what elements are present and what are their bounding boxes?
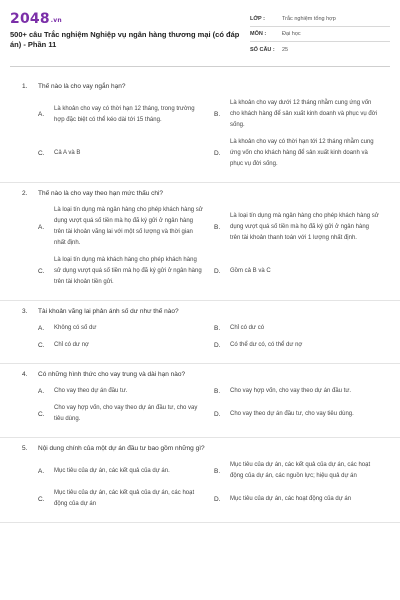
question-item — [0, 76, 400, 183]
option-text: Là khoản cho vay có thời hạn 12 tháng, trong trường hợp đặc biệt có thể kéo dài tới 15 tháng. — [54, 105, 195, 123]
option-letter: C. — [38, 495, 45, 503]
answer-options — [0, 460, 400, 516]
answer-option[interactable] — [38, 340, 214, 351]
answer-option[interactable] — [214, 386, 390, 397]
question-text: Thế nào là cho vay ngắn hạn? — [38, 83, 126, 90]
meta-row-socau — [250, 42, 390, 57]
option-letter: A. — [38, 111, 45, 118]
answer-option[interactable] — [38, 98, 214, 131]
answer-options — [0, 323, 400, 357]
option-letter: B. — [214, 388, 221, 395]
option-text: Cho vay hợp vốn, cho vay theo dự án đầu tư. — [230, 388, 352, 394]
question-text: Tài khoản vãng lai phản ánh số dư như thế nào? — [38, 308, 179, 315]
question-number: 5. — [22, 445, 28, 452]
option-letter: C. — [38, 342, 45, 349]
question-item — [0, 438, 400, 523]
option-letter: C. — [38, 268, 45, 275]
option-letter: A. — [38, 325, 45, 332]
option-text: Gồm cả B và C — [230, 268, 271, 274]
option-letter: D. — [214, 410, 221, 418]
option-text: Mục tiêu của dự án, các kết quả của dự án. — [54, 467, 170, 474]
answer-option[interactable] — [38, 255, 214, 288]
option-text: Cho vay theo dự án đầu tư, cho vay tiêu dùng. — [230, 410, 354, 417]
answer-options — [0, 205, 400, 294]
answer-option[interactable] — [38, 488, 214, 510]
option-text: Cho vay theo dự án đầu tư. — [54, 388, 128, 394]
option-text: Mục tiêu của dự án, các kết quả của dự án, các hoạt động của dự án, các nguồn lực; hiệu quả dự án — [230, 462, 371, 479]
question-header — [0, 444, 400, 454]
question-header — [0, 189, 400, 199]
option-text: Là loại tín dụng mà ngân hàng cho phép khách hàng sử dụng vượt quá số tiền mà họ đã ký gửi ở ngân hàng trên tài khoản thanh toán với 1 lượng nhất định. — [230, 212, 379, 241]
option-letter: B. — [214, 111, 221, 118]
question-number: 2. — [22, 190, 28, 197]
option-letter: A. — [38, 388, 45, 395]
answer-options — [0, 98, 400, 176]
question-item — [0, 364, 400, 438]
lop-value: Trắc nghiệm tổng hợp — [282, 16, 336, 22]
option-text: Chỉ có dư nợ — [54, 342, 89, 348]
option-letter: B. — [214, 325, 221, 332]
question-header — [0, 370, 400, 380]
document-title: 500+ câu Trắc nghiệm Nghiệp vụ ngân hàng thương mại (có đáp án) - Phần 11 — [10, 30, 240, 49]
option-text: Không có số dư — [54, 325, 97, 331]
answer-options — [0, 386, 400, 431]
header — [0, 0, 400, 62]
answer-option[interactable] — [214, 205, 390, 249]
meta-info-table — [250, 12, 390, 57]
answer-option[interactable] — [214, 137, 390, 170]
question-header — [0, 82, 400, 92]
lop-label: LỚP : — [250, 16, 265, 22]
socau-value: 25 — [282, 46, 289, 53]
option-text: Là khoản cho vay có thời hạn tới 12 tháng nhằm cung ứng vốn cho khách hàng để sản xuất kinh doanh và phục vụ đời sống. — [230, 139, 374, 167]
answer-option[interactable] — [38, 323, 214, 334]
site-logo[interactable] — [10, 11, 62, 27]
answer-option[interactable] — [214, 460, 390, 482]
question-number: 1. — [22, 83, 28, 90]
socau-label: SỐ CÂU : — [250, 46, 275, 53]
mon-value: Đại học — [282, 31, 301, 37]
question-text: Thế nào là cho vay theo hạn mức thấu chi? — [38, 190, 164, 197]
option-letter: B. — [214, 467, 221, 475]
question-text: Có những hình thức cho vay trung và dài hạn nào? — [38, 371, 186, 378]
header-divider — [10, 66, 390, 67]
question-number: 3. — [22, 308, 28, 315]
option-text: Chỉ có dư có — [230, 325, 265, 331]
question-item — [0, 301, 400, 364]
logo-suffix: .vn — [50, 17, 62, 24]
answer-option[interactable] — [214, 98, 390, 131]
answer-option[interactable] — [214, 323, 390, 334]
answer-option[interactable] — [214, 255, 390, 288]
option-text: Cho vay hợp vốn, cho vay theo dự án đầu tư, cho vay tiêu dùng. — [54, 405, 198, 422]
option-letter: C. — [38, 150, 45, 157]
option-text: Mục tiêu của dự án, các kết quả của dự án, các hoạt động của dự án — [54, 490, 195, 507]
option-letter: C. — [38, 410, 45, 418]
option-text: Là loại tín dụng mà khách hàng cho phép khách hàng sử dụng vượt quá số tiền mà họ đã ký gửi ở ngân hàng trên tài khoản tiền gửi. — [54, 257, 202, 285]
option-letter: A. — [38, 467, 45, 475]
answer-option[interactable] — [214, 488, 390, 510]
option-text: Có thể dư có, có thể dư nợ — [230, 342, 303, 348]
meta-row-lop — [250, 12, 390, 27]
option-text: Là loại tín dụng mà ngân hàng cho phép khách hàng sử dụng vượt quá số tiền mà họ đã ký gửi ở ngân hàng trên tài khoản vãng lai với một số lượng và thời gian nhất định. — [54, 207, 203, 246]
answer-option[interactable] — [38, 137, 214, 170]
question-item — [0, 183, 400, 301]
logo-main: 2048 — [10, 11, 50, 27]
question-text: Nội dung chính của một dự án đầu tư bao gồm những gì? — [38, 445, 205, 452]
answer-option[interactable] — [38, 403, 214, 425]
answer-option[interactable] — [38, 205, 214, 249]
option-letter: D. — [214, 150, 221, 157]
question-list — [0, 76, 400, 523]
question-number: 4. — [22, 371, 28, 378]
answer-option[interactable] — [38, 460, 214, 482]
answer-option[interactable] — [214, 340, 390, 351]
option-letter: D. — [214, 342, 221, 349]
option-letter: D. — [214, 268, 221, 275]
option-letter: A. — [38, 223, 45, 231]
question-header — [0, 307, 400, 317]
answer-option[interactable] — [38, 386, 214, 397]
option-text: Cả A và B — [54, 150, 81, 156]
option-text: Mục tiêu của dự án, các hoạt động của dự án — [230, 495, 352, 502]
option-letter: D. — [214, 495, 221, 503]
answer-option[interactable] — [214, 403, 390, 425]
option-letter: B. — [214, 223, 221, 231]
meta-row-mon — [250, 27, 390, 42]
option-text: Là khoản cho vay dưới 12 tháng nhằm cung ứng vốn cho khách hàng để sản xuất kinh doanh và phục vụ đời sống. — [230, 100, 378, 128]
mon-label: MÔN : — [250, 31, 267, 37]
